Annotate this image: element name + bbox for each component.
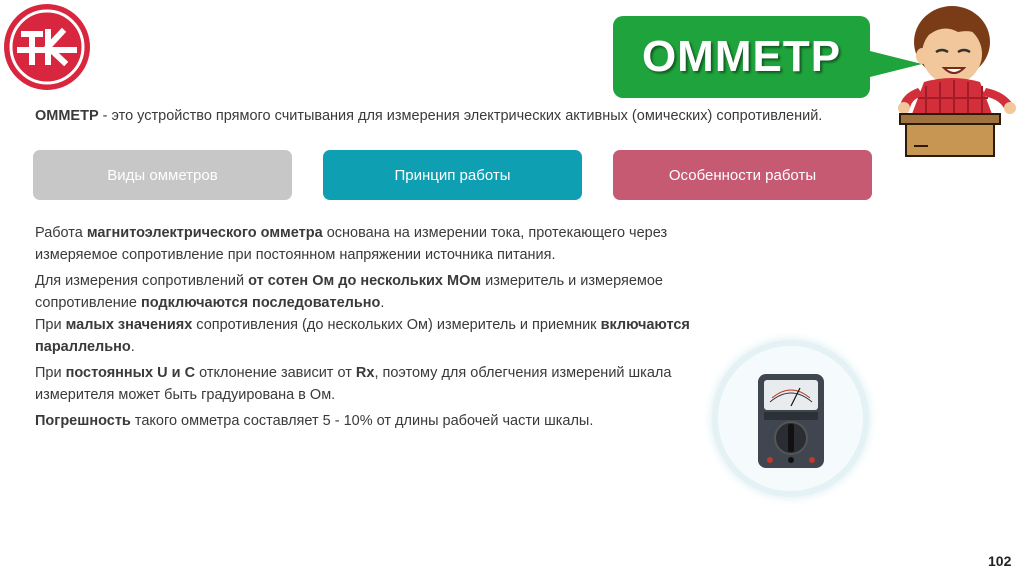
- text: измеритель и измеряемое сопротивление: [35, 273, 663, 311]
- tab-operating-features[interactable]: [613, 150, 872, 200]
- rk-logo: [2, 2, 92, 92]
- text: При: [35, 365, 66, 381]
- text: Работа: [35, 225, 87, 241]
- text: .: [380, 295, 385, 311]
- intro-term: ОММЕТР: [35, 108, 99, 124]
- paragraph-connection: [35, 270, 715, 358]
- paragraph-error: [35, 410, 715, 432]
- multimeter-icon: [752, 372, 830, 470]
- content-panel: [35, 222, 715, 436]
- tab-operating-principle[interactable]: [323, 150, 582, 200]
- page-number: 102: [988, 553, 1012, 569]
- text: При: [35, 317, 66, 333]
- emphasis: постоянных U и C: [65, 365, 196, 381]
- emphasis: от сотен Ом до нескольких МОм: [248, 273, 482, 289]
- emphasis: Rx: [355, 365, 375, 381]
- text: отклонение зависит от: [195, 365, 356, 381]
- text: , поэтому для облегчения измерений шкала измерителя может быть градуирована в Ом.: [35, 365, 672, 403]
- tab-ohmmeter-types[interactable]: [33, 150, 292, 200]
- intro-definition: [35, 108, 875, 124]
- title-bubble: [613, 16, 870, 98]
- emphasis: Погрешность: [35, 413, 131, 429]
- page-title: ОММЕТР: [641, 32, 842, 81]
- tab-label: Принцип работы: [394, 166, 511, 184]
- intro-text: - это устройство прямого считывания для измерения электрических активных (омических) сопротивлений.: [98, 108, 823, 124]
- emphasis: подключаются последовательно: [140, 295, 381, 311]
- tab-label: Виды омметров: [107, 166, 218, 184]
- emphasis: малых значениях: [65, 317, 193, 333]
- emphasis: включаются параллельно: [35, 317, 690, 355]
- text: .: [130, 339, 135, 355]
- text: сопротивления (до нескольких Ом) измеритель и приемник: [192, 317, 601, 333]
- tab-label: Особенности работы: [668, 166, 817, 184]
- text: такого омметра составляет 5 - 10% от длины рабочей части шкалы.: [130, 413, 594, 429]
- emphasis: магнитоэлектрического омметра: [86, 225, 323, 241]
- paragraph-deflection: [35, 362, 715, 406]
- text: основана на измерении тока, протекающего через измеряемое сопротивление при постоянном напряжении источника питания.: [35, 225, 668, 263]
- text: Для измерения сопротивлений: [35, 273, 249, 289]
- teacher-mascot-icon: [896, 2, 1024, 158]
- paragraph-principle: [35, 222, 715, 266]
